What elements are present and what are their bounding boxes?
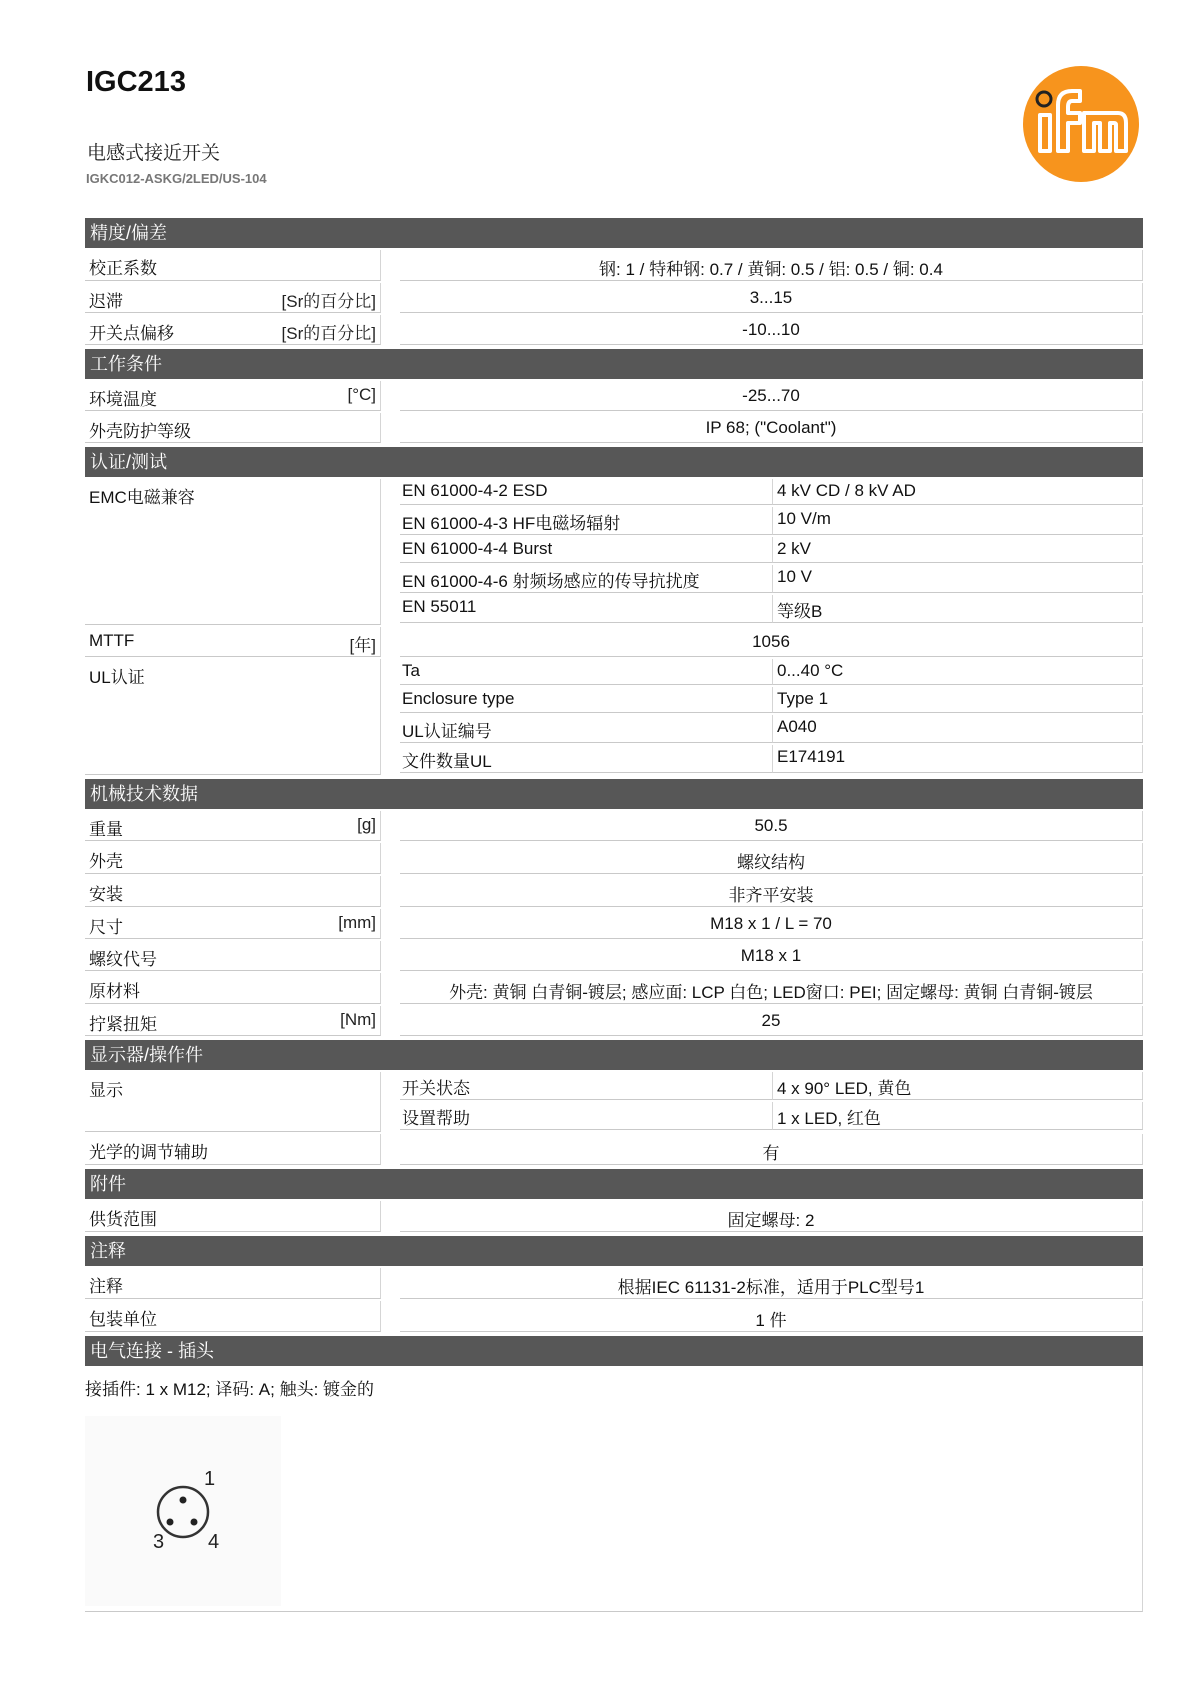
spec-sub-key: 设置帮助 [400,1102,773,1130]
spec-row [85,941,1143,971]
spec-label-text: 迟滞 [89,292,123,311]
spec-unit: [Sr的百分比] [281,324,376,343]
spec-row [85,283,1143,313]
spec-label-text: 原材料 [89,982,140,1001]
spec-label [85,909,381,939]
spacer [381,413,400,443]
spec-row [85,1268,1143,1299]
datasheet [85,218,1143,1612]
spacer [381,381,400,411]
spec-subrow [400,565,1143,593]
spec-label [85,1201,381,1232]
spec-unit: [g] [357,815,376,834]
spec-subrow [400,507,1143,535]
spacer [381,1134,400,1165]
pin-dot [191,1519,198,1526]
spec-row [85,1006,1143,1036]
spec-unit: [°C] [347,385,376,404]
spec-label [85,941,381,971]
spec-label-text: 注释 [89,1277,123,1296]
spec-label [85,1134,381,1165]
spec-sub-key: UL认证编号 [400,715,773,743]
spacer [381,876,400,907]
spec-label-text: 螺纹代号 [89,950,157,969]
spec-sub-value: 4 x 90° LED, 黄色 [773,1072,1143,1100]
spacer [381,973,400,1004]
spacer [381,1072,400,1132]
spacer [381,659,400,775]
spec-value: 50.5 [400,811,1143,841]
spec-unit: [Nm] [340,1010,376,1029]
spec-sub-key: 开关状态 [400,1072,773,1100]
connector-outline [158,1487,208,1537]
spec-label [85,843,381,874]
spec-row [85,381,1143,411]
section-header: 精度/偏差 [85,218,1143,248]
spec-label [85,250,381,281]
spacer [381,1268,400,1299]
spec-sub-key: Enclosure type [400,687,773,713]
spec-subrow [400,715,1143,743]
spec-label [85,876,381,907]
spec-row [85,659,1143,775]
spec-value: 固定螺母: 2 [400,1201,1143,1232]
spec-row [85,811,1143,841]
spec-label-text: 显示 [89,1081,123,1100]
pinout-diagram [85,1416,281,1606]
spacer [381,941,400,971]
section-header: 附件 [85,1169,1143,1199]
spec-subrow [400,1102,1143,1130]
spacer [381,627,400,657]
spec-label-text: MTTF [89,631,135,650]
spec-subrow [400,745,1143,773]
spec-value: IP 68; ("Coolant") [400,413,1143,443]
section-header: 机械技术数据 [85,779,1143,809]
spec-subtable [400,659,1143,775]
spec-label-text: 包装单位 [89,1310,157,1329]
spec-row [85,627,1143,657]
spec-label-text: 供货范围 [89,1210,157,1229]
spec-sub-value: 0...40 °C [773,659,1143,685]
pin-dot [180,1497,187,1504]
spec-sub-value: 10 V [773,565,1143,593]
section-header: 工作条件 [85,349,1143,379]
spec-sub-value: 4 kV CD / 8 kV AD [773,479,1143,505]
spacer [381,283,400,313]
section-header: 注释 [85,1236,1143,1266]
spacer [381,1201,400,1232]
spec-label [85,1072,381,1132]
spec-label-text: 外壳防护等级 [89,422,191,441]
spec-row [85,315,1143,345]
spec-label-text: 开关点偏移 [89,324,174,343]
spec-label [85,1268,381,1299]
spec-sub-value: A040 [773,715,1143,743]
spec-label [85,627,381,657]
spec-sub-value: 等级B [773,595,1143,623]
spec-subrow [400,659,1143,685]
product-title: IGC213 [86,66,186,98]
electrical-connection [85,1366,1143,1612]
spec-row [85,843,1143,874]
spec-label [85,381,381,411]
spec-row [85,413,1143,443]
spec-value: 外壳: 黄铜 白青铜-镀层; 感应面: LCP 白色; LED窗口: PEI; 固定螺母: 黄铜 白青铜-镀层 [400,973,1143,1004]
spec-label [85,1006,381,1036]
spec-label [85,283,381,313]
spec-sub-key: EN 61000-4-4 Burst [400,537,773,563]
spacer [381,1301,400,1332]
spec-sub-key: EN 61000-4-2 ESD [400,479,773,505]
spec-subtable [400,1072,1143,1132]
pin-label: 3 [153,1531,165,1553]
spec-sub-value: 10 V/m [773,507,1143,535]
spec-value: 螺纹结构 [400,843,1143,874]
section-header: 电气连接 - 插头 [85,1336,1143,1366]
spec-sub-value: Type 1 [773,687,1143,713]
spec-sub-key: EN 55011 [400,595,773,623]
spec-unit: [mm] [338,913,376,932]
spec-label [85,413,381,443]
spacer [381,843,400,874]
spec-label-text: 光学的调节辅助 [89,1143,208,1162]
spec-unit: [Sr的百分比] [281,292,376,311]
spec-label [85,1301,381,1332]
connector-pinout-icon [85,1416,281,1606]
spec-label [85,659,381,775]
spec-value: 有 [400,1134,1143,1165]
spec-value: -25...70 [400,381,1143,411]
spec-value: 1 件 [400,1301,1143,1332]
pin-dot [167,1519,174,1526]
spec-row [85,909,1143,939]
spec-value: 1056 [400,627,1143,657]
spec-value: 根据IEC 61131-2标准，适用于PLC型号1 [400,1268,1143,1299]
section-header: 显示器/操作件 [85,1040,1143,1070]
spec-label-text: 环境温度 [89,390,157,409]
ifm-logo-icon [1022,65,1140,183]
spec-subrow [400,537,1143,563]
pin-label: 1 [204,1468,216,1490]
spec-label-text: 校正系数 [89,259,157,278]
spacer [381,909,400,939]
spec-subrow [400,595,1143,623]
spec-value: -10...10 [400,315,1143,345]
spacer [381,811,400,841]
spec-value: 非齐平安装 [400,876,1143,907]
product-subtitle: 电感式接近开关 [87,143,221,164]
spec-subrow [400,1072,1143,1100]
spec-sub-value: 1 x LED, 红色 [773,1102,1143,1130]
spacer [381,250,400,281]
spec-row [85,479,1143,625]
spec-subrow [400,687,1143,713]
section-header: 认证/测试 [85,447,1143,477]
spec-value: 钢: 1 / 特种钢: 0.7 / 黄铜: 0.5 / 铝: 0.5 / 铜: 0.4 [400,250,1143,281]
spec-label-text: 拧紧扭矩 [89,1015,157,1034]
spec-label-text: 安装 [89,885,123,904]
spec-label-text: 尺寸 [89,918,123,937]
spec-sub-key: 文件数量UL [400,745,773,773]
spec-label-text: EMC电磁兼容 [89,488,195,507]
spec-label-text: UL认证 [89,668,145,687]
spec-value: M18 x 1 / L = 70 [400,909,1143,939]
spec-unit: [年] [349,636,376,655]
spec-value: 3...15 [400,283,1143,313]
spec-subrow [400,479,1143,505]
spec-label [85,479,381,625]
spec-row [85,973,1143,1004]
spec-value: 25 [400,1006,1143,1036]
spec-label [85,811,381,841]
spec-row [85,1301,1143,1332]
spacer [381,315,400,345]
spec-label-text: 外壳 [89,852,123,871]
spec-sub-key: Ta [400,659,773,685]
spec-value: M18 x 1 [400,941,1143,971]
spec-row [85,876,1143,907]
spec-row [85,250,1143,281]
spec-label [85,973,381,1004]
spec-sub-value: 2 kV [773,537,1143,563]
spec-sub-key: EN 61000-4-6 射频场感应的传导抗扰度 [400,565,773,593]
spec-sub-value: E174191 [773,745,1143,773]
spec-row [85,1134,1143,1165]
connector-description: 接插件: 1 x M12; 译码: A; 触头: 镀金的 [85,1380,375,1399]
spacer [381,1006,400,1036]
spec-row [85,1072,1143,1132]
pin-label: 4 [208,1531,220,1553]
spec-label-text: 重量 [89,820,123,839]
spec-subtable [400,479,1143,625]
spec-label [85,315,381,345]
spec-sub-key: EN 61000-4-3 HF电磁场辐射 [400,507,773,535]
spacer [381,479,400,625]
product-code: IGKC012-ASKG/2LED/US-104 [86,171,267,186]
spec-row [85,1201,1143,1232]
